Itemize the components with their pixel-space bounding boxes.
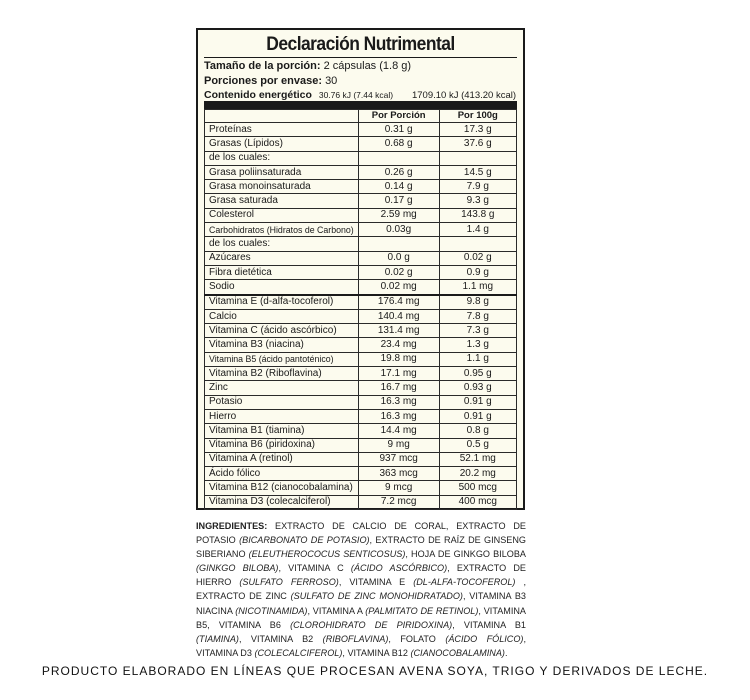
per-100g-value: 143.8 g: [439, 208, 516, 222]
nutrient-name: Fibra dietética: [205, 265, 359, 279]
serving-size: [204, 59, 517, 73]
table-row: [205, 208, 517, 222]
ingredients-label: INGREDIENTES:: [196, 521, 268, 531]
per-100g-value: 37.6 g: [439, 137, 516, 151]
ingredient-segment: (COLECALCIFEROL): [254, 647, 343, 658]
nutrient-name: Vitamina A (retinol): [205, 452, 359, 466]
table-row: [205, 151, 517, 165]
nutrient-name: Vitamina C (ácido ascórbico): [205, 324, 359, 338]
ingredient-segment: (DL-ALFA-TOCOFEROL): [413, 577, 516, 588]
ingredient-segment: (PALMITATO DE RETINOL): [365, 605, 479, 616]
ingredient-segment: , VITAMINA B3 NIACINA: [196, 591, 526, 616]
per-portion-value: [358, 151, 439, 165]
per-portion-value: 2.59 mg: [358, 208, 439, 222]
nutrient-name: Vitamina E (d-alfa-tocoferol): [205, 295, 359, 310]
nutrient-name: de los cuales:: [205, 237, 359, 251]
ingredient-segment: , FOLATO: [388, 633, 446, 644]
per-100g-value: 9.3 g: [439, 194, 516, 208]
nutrient-name: de los cuales:: [205, 151, 359, 165]
nutrient-name: Vitamina D3 (colecalciferol): [205, 495, 359, 509]
per-portion-value: 0.26 g: [358, 165, 439, 179]
per-100g-value: 0.95 g: [439, 367, 516, 381]
ingredient-segment: , VITAMINA B12: [342, 647, 411, 658]
table-row: [205, 251, 517, 265]
table-row: [205, 194, 517, 208]
per-portion-value: 16.3 mg: [358, 395, 439, 409]
servings-value: 30: [325, 75, 338, 87]
ingredient-segment: .: [504, 647, 508, 658]
nutrition-facts-panel: [196, 28, 525, 510]
per-portion-value: 0.02 g: [358, 265, 439, 279]
table-row: [205, 165, 517, 179]
table-row: [205, 452, 517, 466]
per-portion-value: 0.0 g: [358, 251, 439, 265]
servings-label: Porciones por envase:: [204, 75, 322, 87]
table-row: [205, 495, 517, 509]
ingredient-segment: , HOJA DE GINKGO BILOBA: [405, 549, 526, 560]
table-row: [205, 295, 517, 310]
serving-size-value: 2 cápsulas (1.8 g): [323, 60, 412, 72]
table-row: [205, 309, 517, 323]
per-100g-value: 1.3 g: [439, 338, 516, 352]
nutrient-name: Grasas (Lípidos): [205, 137, 359, 151]
energy-per-100g: 1709.10 kJ (413.20 kcal): [411, 90, 517, 101]
ingredient-segment: (ÁCIDO FÓLICO): [445, 633, 524, 644]
ingredient-segment: EXTRACTO DE CALCIO DE CORAL, EXTRACTO DE POTASIO: [196, 521, 526, 546]
table-row: [205, 467, 517, 481]
nutrient-name: Vitamina B6 (piridoxina): [205, 438, 359, 452]
table-row: [205, 137, 517, 151]
per-portion-value: 140.4 mg: [358, 309, 439, 323]
table-row: [205, 280, 517, 295]
ingredient-segment: , VITAMINA E: [338, 577, 414, 588]
per-100g-value: 400 mcg: [439, 495, 516, 509]
nutrient-name: Ácido fólico: [205, 467, 359, 481]
per-portion-value: 23.4 mg: [358, 338, 439, 352]
per-portion-value: 16.7 mg: [358, 381, 439, 395]
per-portion-value: [358, 237, 439, 251]
table-row: [205, 395, 517, 409]
table-row: [205, 352, 517, 366]
per-100g-value: 7.8 g: [439, 309, 516, 323]
per-portion-value: 0.03g: [358, 223, 439, 237]
ingredient-segment: (CLOROHIDRATO DE PIRIDOXINA): [290, 619, 453, 630]
per-100g-value: 0.91 g: [439, 409, 516, 423]
per-100g-value: [439, 237, 516, 251]
per-portion-value: 0.31 g: [358, 123, 439, 137]
per-100g-value: 1.1 mg: [439, 280, 516, 295]
ingredient-segment: (GINKGO BILOBA): [196, 563, 279, 574]
nutrient-name: Vitamina B2 (Riboflavina): [205, 367, 359, 381]
nutrient-name: Azúcares: [205, 251, 359, 265]
per-portion-value: 176.4 mg: [358, 295, 439, 310]
nutrient-name: Colesterol: [205, 208, 359, 222]
table-row: [205, 338, 517, 352]
table-row: [205, 424, 517, 438]
ingredient-segment: (RIBOFLAVINA): [322, 633, 389, 644]
table-row: [205, 409, 517, 423]
nutrient-name: Vitamina B1 (tiamina): [205, 424, 359, 438]
header-per-100g: Por 100g: [439, 110, 516, 123]
ingredient-segment: (SULFATO FERROSO): [239, 577, 339, 588]
ingredient-segment: , EXTRACTO DE RAÍZ DE GINSENG SIBERIANO: [196, 535, 526, 560]
nutrient-name: Zinc: [205, 381, 359, 395]
ingredient-segment: , VITAMINA D3: [196, 633, 526, 658]
nutrition-table: [204, 109, 517, 510]
ingredient-segment: , VITAMINA B2: [238, 633, 323, 644]
per-100g-value: 1.4 g: [439, 223, 516, 237]
table-row: [205, 123, 517, 137]
per-portion-value: 363 mcg: [358, 467, 439, 481]
nutrient-name: Grasa monoinsaturada: [205, 180, 359, 194]
table-row: [205, 265, 517, 279]
per-100g-value: 7.3 g: [439, 324, 516, 338]
ingredients-text: [196, 519, 526, 660]
per-portion-value: 0.17 g: [358, 194, 439, 208]
nutrient-name: Proteínas: [205, 123, 359, 137]
per-100g-value: [439, 151, 516, 165]
nutrient-name: Vitamina B12 (cianocobalamina): [205, 481, 359, 495]
nutrient-name: Carbohidratos (Hidratos de Carbono): [205, 223, 359, 237]
per-portion-value: 0.14 g: [358, 180, 439, 194]
table-row: [205, 381, 517, 395]
table-header-row: [205, 110, 517, 123]
divider: [204, 57, 517, 58]
thick-divider: [204, 101, 517, 109]
per-100g-value: 7.9 g: [439, 180, 516, 194]
per-100g-value: 0.5 g: [439, 438, 516, 452]
ingredient-segment: , VITAMINA B1: [452, 619, 526, 630]
per-portion-value: 9 mcg: [358, 481, 439, 495]
nutrient-name: Vitamina B5 (ácido pantoténico): [205, 352, 359, 366]
nutrient-name: Vitamina B3 (niacina): [205, 338, 359, 352]
allergen-footer: PRODUCTO ELABORADO EN LÍNEAS QUE PROCESAN AVENA SOYA, TRIGO Y DERIVADOS DE LECHE.: [41, 664, 709, 678]
ingredient-segment: (ELEUTHEROCOCUS SENTICOSUS): [248, 549, 406, 560]
per-100g-value: 20.2 mg: [439, 467, 516, 481]
per-100g-value: 1.1 g: [439, 352, 516, 366]
per-portion-value: 131.4 mg: [358, 324, 439, 338]
per-100g-value: 0.91 g: [439, 395, 516, 409]
header-empty: [205, 110, 359, 123]
ingredient-segment: , VITAMINA C: [278, 563, 351, 574]
table-row: [205, 324, 517, 338]
per-100g-value: 0.8 g: [439, 424, 516, 438]
header-per-portion: Por Porción: [358, 110, 439, 123]
per-100g-value: 0.02 g: [439, 251, 516, 265]
ingredient-segment: (SULFATO DE ZINC MONOHIDRATADO): [290, 591, 463, 602]
per-portion-value: 0.68 g: [358, 137, 439, 151]
ingredient-segment: (CIANOCOBALAMINA): [410, 647, 505, 658]
ingredient-segment: , VITAMINA A: [307, 605, 366, 616]
nutrient-name: Grasa saturada: [205, 194, 359, 208]
ingredient-segment: (NICOTINAMIDA): [235, 605, 308, 616]
table-row: [205, 180, 517, 194]
per-portion-value: 17.1 mg: [358, 367, 439, 381]
ingredient-segment: (BICARBONATO DE POTASIO): [239, 535, 370, 546]
serving-size-label: Tamaño de la porción:: [204, 60, 321, 72]
ingredient-segment: , EXTRACTO DE HIERRO: [196, 563, 526, 588]
energy-label: Contenido energético: [204, 89, 312, 101]
table-row: [205, 223, 517, 237]
nutrient-name: Sodio: [205, 280, 359, 295]
nutrient-name: Hierro: [205, 409, 359, 423]
ingredient-segment: (TIAMINA): [196, 633, 239, 644]
per-portion-value: 0.02 mg: [358, 280, 439, 295]
per-100g-value: 17.3 g: [439, 123, 516, 137]
table-row: [205, 237, 517, 251]
nutrient-name: Calcio: [205, 309, 359, 323]
per-portion-value: 14.4 mg: [358, 424, 439, 438]
nutrient-name: Potasio: [205, 395, 359, 409]
table-row: [205, 481, 517, 495]
per-100g-value: 52.1 mg: [439, 452, 516, 466]
energy-per-portion: 30.76 kJ (7.44 kcal): [318, 90, 394, 100]
table-row: [205, 367, 517, 381]
per-portion-value: 16.3 mg: [358, 409, 439, 423]
panel-title: Declaración Nutrimental: [266, 34, 455, 55]
servings-per-container: [204, 74, 517, 88]
table-row: [205, 438, 517, 452]
per-100g-value: 9.8 g: [439, 295, 516, 310]
per-portion-value: 937 mcg: [358, 452, 439, 466]
per-100g-value: 0.93 g: [439, 381, 516, 395]
per-portion-value: 7.2 mcg: [358, 495, 439, 509]
ingredient-segment: (ÁCIDO ASCÓRBICO): [350, 563, 448, 574]
per-100g-value: 14.5 g: [439, 165, 516, 179]
per-100g-value: 0.9 g: [439, 265, 516, 279]
nutrient-name: Grasa poliinsaturada: [205, 165, 359, 179]
per-100g-value: 500 mcg: [439, 481, 516, 495]
ingredient-segment: , VITAMINA B5, VITAMINA B6: [196, 605, 526, 630]
per-portion-value: 9 mg: [358, 438, 439, 452]
ingredient-segment: , EXTRACTO DE ZINC: [196, 577, 526, 602]
per-portion-value: 19.8 mg: [358, 352, 439, 366]
